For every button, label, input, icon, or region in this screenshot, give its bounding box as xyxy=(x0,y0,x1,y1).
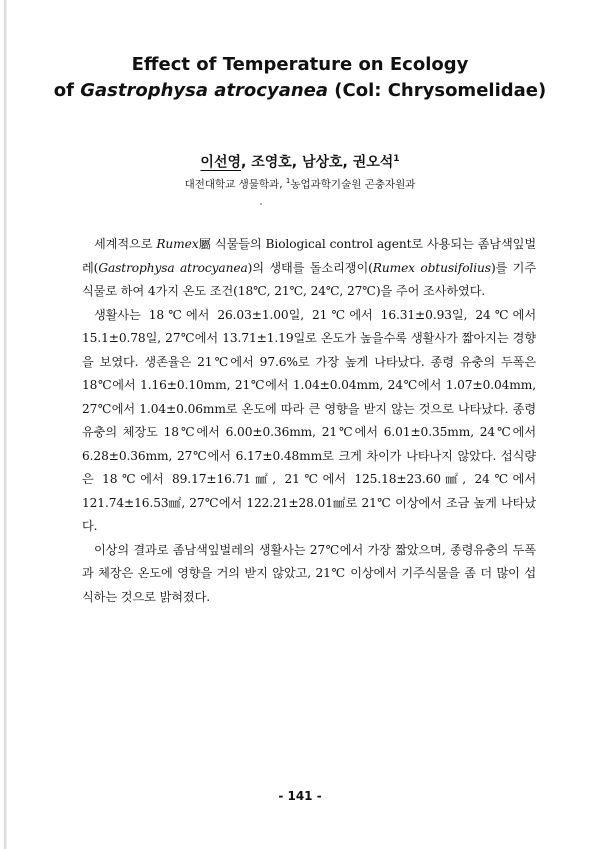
title-species: Gastrophysa atrocyanea xyxy=(80,80,329,101)
title-prefix: of xyxy=(53,80,81,101)
abstract-paragraph-1 xyxy=(82,233,536,304)
title-suffix: (Col: Chrysomelidae) xyxy=(328,80,547,101)
text-run: 屬 식물들의 Biological control agent로 사용되는 좀남색잎벌레( xyxy=(82,237,537,275)
author-superscript: 1 xyxy=(393,154,400,164)
page-number: - 141 - xyxy=(278,789,322,803)
text-run: 세계적으로 xyxy=(94,237,157,251)
italic-term: Rumex obtusifolius xyxy=(372,260,491,275)
affiliation xyxy=(0,174,600,192)
text-run: )를 기주식물로 하여 4가지 온도 조건(18℃, 21℃, 24℃, 27℃)을 주어 조사하였다. xyxy=(82,260,537,298)
abstract-body xyxy=(82,233,536,609)
paper-title xyxy=(0,52,600,104)
other-authors: , 조영호, 남상호, 권오석 xyxy=(241,154,394,171)
author-list xyxy=(0,150,600,172)
abstract-paragraph-2: 생활사는 18℃에서 26.03±1.00일, 21℃에서 16.31±0.93일, 24℃에서 15.1±0.78일, 27℃에서 13.71±1.19일로 온도가 높을수록 생활사가 짧아지는 경향을 보였다. 생존율은 21℃에서 97.6%로 가장 높게 나타났다. 종령 유충의 두폭은 18℃에서 1.16±0.10mm, 21℃에서 1.04±0.04mm, 24℃에서 1.07±0.04mm, 27℃에서 1.04±0.06mm로 온도에 따라 큰 영향을 받지 않는 것으로 나타났다. 종령 유충의 체장도 18℃에서 6.00±0.36mm, 21℃에서 6.01±0.35mm, 24℃에서 6.28±0.36mm, 27℃에서 6.17±0.48mm로 크게 차이가 나타나지 않았다. 섭식량은 18℃에서 89.17±16.71㎟, 21℃에서 125.18±23.60㎟, 24℃에서 121.74±16.53㎟, 27℃에서 122.21±28.01㎟로 21℃ 이상에서 조금 높게 나타났다. xyxy=(82,307,536,533)
italic-term: Rumex xyxy=(156,237,199,251)
italic-term: Gastrophysa atrocyanea xyxy=(98,260,248,275)
affiliation-superscript: 1 xyxy=(285,177,291,185)
first-author: 이선영 xyxy=(200,154,241,171)
page-edge xyxy=(4,0,7,849)
stray-mark xyxy=(260,203,262,205)
abstract-paragraph-3: 이상의 결과로 좀남색잎벌레의 생활사는 27℃에서 가장 짧았으며, 종령유충의 두폭과 체장은 온도에 영향을 거의 받지 않았고, 21℃ 이상에서 기주식물을 좀 더 많이 섭식하는 것으로 밝혀졌다. xyxy=(82,542,536,604)
affiliation-second: 농업과학기술원 곤충자원과 xyxy=(290,178,416,191)
title-line-1: Effect of Temperature on Ecology xyxy=(131,54,469,75)
text-run: )의 생태를 돌소리쟁이( xyxy=(247,260,373,275)
affiliation-main: 대전대학교 생물학과, xyxy=(184,178,286,191)
title-line-2 xyxy=(0,78,600,104)
